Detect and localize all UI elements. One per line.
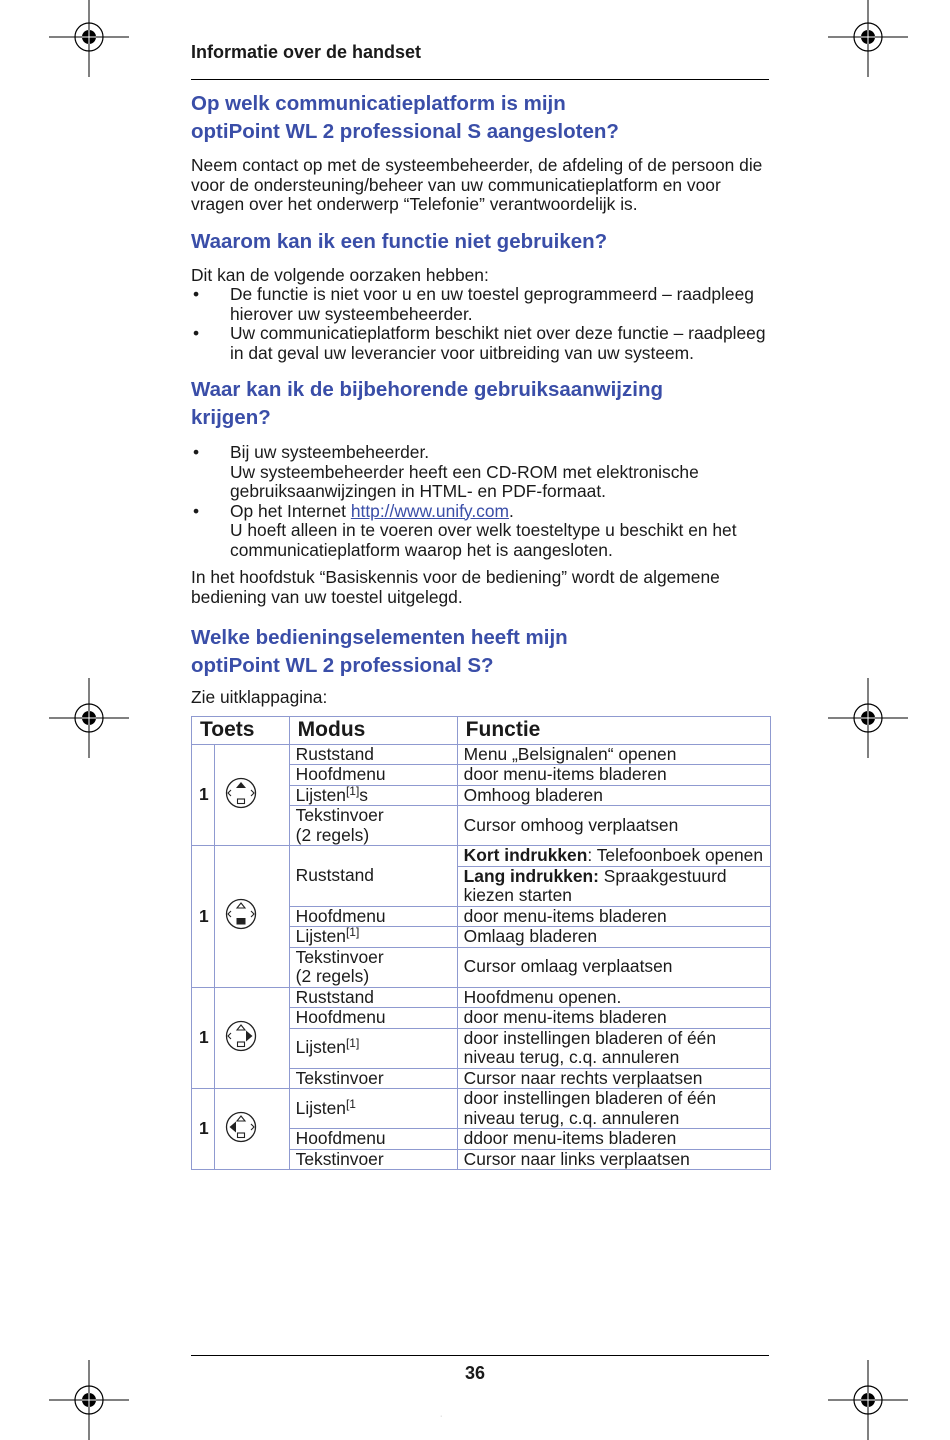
function-cell: Hoofdmenu openen. <box>457 987 770 1008</box>
section-heading <box>191 624 771 680</box>
registration-mark-icon <box>49 678 129 758</box>
nav-key-left-icon <box>225 1111 257 1143</box>
function-cell: Cursor naar rechts verplaatsen <box>457 1068 770 1089</box>
page-number: 36 <box>464 1363 486 1383</box>
function-cell: door menu-items bladeren <box>457 765 770 786</box>
list-item-text: Op het Internet <box>230 500 351 521</box>
list-item-text: U hoeft alleen in te voeren over welk toesteltype u beschikt en het communicatieplatform waarop het is aangesloten. <box>230 520 737 560</box>
function-cell: ddoor menu-items bladeren <box>457 1129 770 1150</box>
mode-cell: Ruststand <box>289 846 457 907</box>
mode-cell: Ruststand <box>289 987 457 1008</box>
list-item-text: De functie is niet voor u en uw toestel geprogrammeerd – raadpleeg hierover uw systeembeheerder. <box>230 284 754 324</box>
table-row <box>192 744 771 765</box>
mode-text: Lijsten <box>295 784 346 805</box>
column-header: Modus <box>289 716 457 744</box>
table-row <box>192 987 771 1008</box>
bullet-icon: • <box>193 284 200 304</box>
table-header-row <box>192 716 771 744</box>
registration-mark-icon <box>49 0 129 77</box>
mode-text: Lijsten <box>295 1097 346 1118</box>
mode-text: Lijsten <box>295 1037 346 1058</box>
function-cell: Cursor omhoog verplaatsen <box>457 806 770 846</box>
key-number: 1 <box>192 1089 215 1170</box>
bullet-list <box>191 285 771 363</box>
footnote-mark: [1] <box>345 783 360 798</box>
mode-cell: Ruststand <box>289 744 457 765</box>
mode-cell <box>289 947 457 987</box>
function-emphasis: Kort indrukken <box>463 845 588 865</box>
mode-cell: Hoofdmenu <box>289 1008 457 1029</box>
nav-key-up-icon <box>225 777 257 809</box>
footnote-mark: [1] <box>345 925 360 939</box>
mode-cell: Hoofdmenu <box>289 1129 457 1150</box>
mode-text: (2 regels) <box>295 966 370 986</box>
function-cell: door menu-items bladeren <box>457 1008 770 1029</box>
paragraph: Neem contact op met de systeembeheerder, de afdeling of de persoon die voor de ondersteuning/beheer van uw communicatieplatform en voor vragen over het onderwerp “Telefonie” verantwoordelijk is. <box>191 155 763 214</box>
mode-text: Tekstinvoer <box>295 946 384 967</box>
heading-line: Waar kan ik de bijbehorende gebruiksaanwijzing <box>191 378 663 401</box>
list-item <box>191 285 771 324</box>
list-item-text: Uw communicatieplatform beschikt niet over deze functie – raadpleeg in dat geval uw leverancier voor uitbreiding van uw systeem. <box>230 323 766 363</box>
heading-line: krijgen? <box>191 406 271 429</box>
key-icon-cell <box>214 987 289 1089</box>
key-icon-cell <box>214 744 289 846</box>
paragraph: Zie uitklappagina: <box>191 687 328 707</box>
key-number: 1 <box>192 987 215 1089</box>
list-item-text: Uw systeembeheerder heeft een CD-ROM met elektronische gebruiksaanwijzingen in HTML- en PDF-formaat. <box>230 461 699 501</box>
mode-text: (2 regels) <box>295 824 370 845</box>
heading-line: optiPoint WL 2 professional S aangesloten? <box>191 120 619 143</box>
header-divider <box>191 79 769 80</box>
mode-cell <box>289 1028 457 1068</box>
footer-divider <box>191 1355 769 1356</box>
list-item <box>191 502 771 561</box>
function-cell <box>457 846 770 867</box>
heading-line: optiPoint WL 2 professional S? <box>191 654 494 677</box>
table-row <box>192 1089 771 1129</box>
mode-cell: Tekstinvoer <box>289 1068 457 1089</box>
nav-key-right-icon <box>225 1020 257 1052</box>
function-emphasis: Lang indrukken: <box>463 865 599 886</box>
list-item <box>191 443 771 502</box>
function-cell: door instellingen bladeren of één niveau terug, c.q. annuleren <box>457 1089 770 1129</box>
section-heading <box>191 90 771 146</box>
footnote-mark: [1 <box>345 1096 356 1111</box>
heading-line: Op welk communicatieplatform is mijn <box>191 92 566 115</box>
mode-cell <box>289 927 457 948</box>
mode-cell <box>289 1089 457 1129</box>
nav-key-down-icon <box>225 898 257 930</box>
key-icon-cell <box>214 1089 289 1170</box>
function-cell: door menu-items bladeren <box>457 906 770 927</box>
function-cell: Omlaag bladeren <box>457 927 770 948</box>
mode-cell: Hoofdmenu <box>289 906 457 927</box>
key-function-table <box>191 716 771 1171</box>
section-heading: Waarom kan ik een functie niet gebruiken? <box>191 229 608 253</box>
bullet-icon: • <box>193 323 200 343</box>
function-cell: Cursor naar links verplaatsen <box>457 1149 770 1170</box>
page-header: Informatie over de handset <box>191 42 422 62</box>
key-icon-cell <box>214 846 289 988</box>
function-cell: Cursor omlaag verplaatsen <box>457 947 770 987</box>
mode-text: Lijsten <box>295 926 346 946</box>
bullet-icon: • <box>193 442 200 462</box>
function-text: : Telefoonboek openen <box>587 845 764 865</box>
paragraph: In het hoofdstuk “Basiskennis voor de bediening” wordt de algemene bediening van uw toestel uitgelegd. <box>191 567 720 607</box>
mode-cell <box>289 806 457 846</box>
print-artifact: · <box>440 1413 443 1420</box>
website-link[interactable]: http://www.unify.com <box>350 500 510 521</box>
list-item <box>191 324 771 363</box>
section-heading <box>191 376 771 432</box>
function-cell: Omhoog bladeren <box>457 785 770 806</box>
heading-line: Welke bedieningselementen heeft mijn <box>191 626 568 649</box>
column-header: Functie <box>457 716 770 744</box>
column-header: Toets <box>192 716 290 744</box>
page-content <box>191 90 771 1170</box>
mode-text: Tekstinvoer <box>295 805 384 825</box>
function-text: Spraakgestuurd kiezen starten <box>463 865 727 905</box>
key-number: 1 <box>192 744 215 846</box>
table-row <box>192 846 771 867</box>
mode-text: s <box>359 784 368 805</box>
list-item-text: Bij uw systeembeheerder. <box>230 442 430 462</box>
paragraph: Dit kan de volgende oorzaken hebben: <box>191 264 489 285</box>
key-number: 1 <box>192 846 215 988</box>
bullet-list <box>191 443 771 560</box>
mode-cell: Tekstinvoer <box>289 1149 457 1170</box>
function-cell <box>457 866 770 906</box>
registration-mark-icon <box>828 678 908 758</box>
bullet-icon: • <box>193 500 200 521</box>
mode-cell <box>289 785 457 806</box>
footnote-mark: [1] <box>345 1036 360 1051</box>
registration-mark-icon <box>828 0 908 77</box>
function-cell: door instellingen bladeren of één niveau terug, c.q. annuleren <box>457 1028 770 1068</box>
function-cell: Menu „Belsignalen“ openen <box>457 744 770 765</box>
list-item-text: . <box>509 500 514 521</box>
mode-cell: Hoofdmenu <box>289 765 457 786</box>
